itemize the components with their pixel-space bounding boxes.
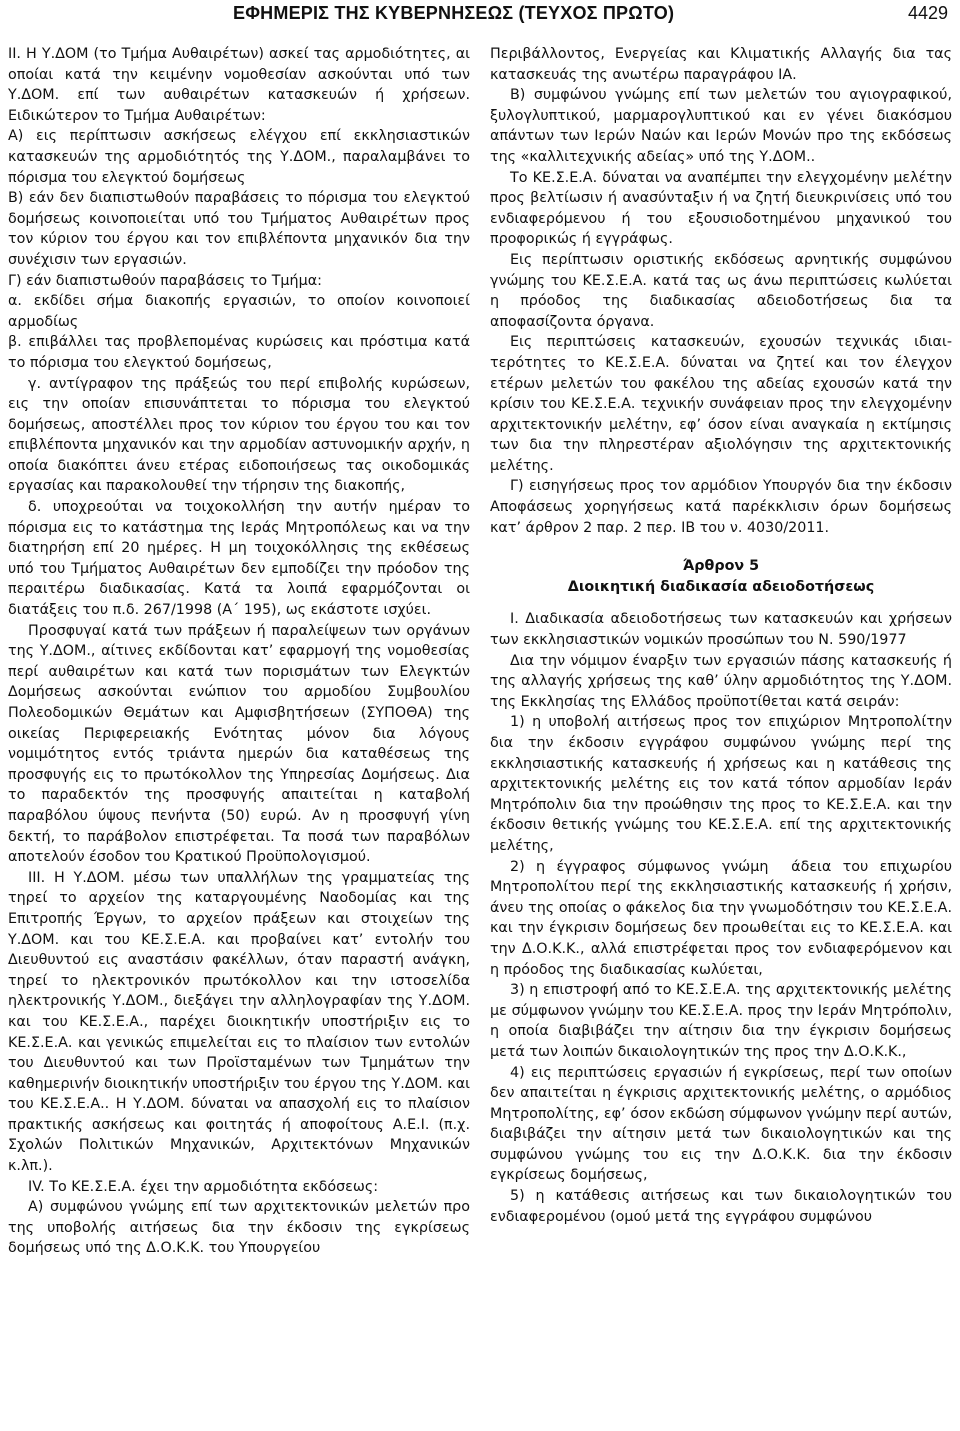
paragraph: 5) η κατάθεσις αιτήσεως και των δικαιολογητικών του ενδιαφερομένου (ομού μετά της εγγράφου συμφώνου [490,1188,952,1225]
paragraph: 1) η υποβολή αιτήσεως προς τον επιχώριον Μητροπολίτην δια την έκδοσιν εγγράφου συμφώνου γνώμης περί της εκκλησιαστικής κατασκευής ή χρήσεως και η κατάθεσις της αρχιτεκτονικής μελέτης εις τον κατά τόπον αρμοδίαν Ιεράν Μητρόπολιν δια την προώθησιν της προς το ΚΕ.Σ.Ε.Α. και την έκδοσιν θετικής γνώμης του ΚΕ.Σ.Ε.Α. επί της αρχιτεκτονικής μελέτης, [490,714,952,854]
gazette-title: ΕΦΗΜΕΡΙΣ ΤΗΣ ΚΥΒΕΡΝΗΣΕΩΣ (ΤΕΥΧΟΣ ΠΡΩΤΟ) [233,3,675,23]
paragraph: Εις περιπτώσεις κατασκευών, εχουσών τεχνικάς ιδιαιτερότητες το ΚΕ.Σ.Ε.Α. δύναται να ζητεί και τον έλεγχον ετέρων μελετών του φακέλου της αδείας εχουσών κατά την κρίσιν του ΚΕ.Σ.Ε.Α. τεχνικήν συνάφειαν προς την ελεγχομένην αρχιτεκτονικήν μελέτην, εφ’ όσον είναι αναγκαία η εκτίμησις των δια την πληρεστέραν αξιολόγησιν της αρχιτεκτονικής μελέτης. [490,334,952,474]
paragraph: Α) εις περίπτωσιν ασκήσεως ελέγχου επί εκκλησιαστικών κατασκευών της αρμοδιότητός της Υ.ΔΟΜ., παραλαμβάνει το πόρισμα του ελεγκτού δομήσεως [8,128,470,186]
paragraph: Γ) εάν διαπιστωθούν παραβάσεις το Τμήμα: [8,272,322,289]
page-header [0,0,960,34]
paragraph: Γ) εισηγήσεως προς τον αρμόδιον Υπουργόν δια την έκδοσιν Αποφάσεως χορηγήσεως κατά παρέκκλισιν όρων δομήσεως κατ’ άρθρον 2 παρ. 2 περ. ΙΒ του ν. 4030/2011. [490,478,952,536]
paragraph: δ. υποχρεούται να τοιχοκολλήση την αυτήν ημέραν το πόρισμα εις το κατάστημα της Ιεράς Μητροπόλεως και να την διατηρήση επί 20 ημέρες. Η μη τοιχοκόλλησις της εκθέσεως υπό του Τμήματος Αυθαιρέτων δεν εμποδίζει την πρόοδον της περαιτέρω διαδικασίας. Κατά τα λοιπά εφαρμόζονται οι διατάξεις του π.δ. 267/1998 (Α΄ 195), ως εκάστοτε ισχύει. [8,499,470,619]
page-number: 4429 [908,3,949,23]
paragraph: Ι. Διαδικασία αδειοδοτήσεως των κατασκευών και χρήσεων των εκκλησιαστικών νομικών προσώπων του Ν. 590/1977 [490,611,952,649]
paragraph: ΙΙΙ. Η Υ.ΔΟΜ. μέσω των υπαλλήλων της γραμματείας της τηρεί το αρχείον της καταργουμένης Ναοδομίας και της Επιτροπής Έργων, το αρχείον πράξεων και στοιχείων της Υ.ΔΟΜ. και του ΚΕ.Σ.Ε.Α. και προβαίνει κατ’ εντολήν του Διευθυντού εις αναστάσιν φακέλλων, όταν παραστή ανάγκη, τηρεί το ηλεκτρονικόν πρωτόκολλον και την ιστοσελίδα ηλεκτρονικής Υ.ΔΟΜ., διεξάγει την αλληλογραφίαν της Υ.ΔΟΜ. και του ΚΕ.Σ.Ε.Α., παρέχει διοικητικήν υποστήριξιν εις το ΚΕ.Σ.Ε.Α. και γενικώς επιμελείται εις το πλαίσιον των εντολών του Διευθυντού και των Προϊσταμένων των Τμημάτων την καθημερινήν διοικητικήν υποστήριξιν του έργου της Υ.ΔΟΜ. και του ΚΕ.Σ.Ε.Α.. Η Υ.ΔΟΜ. δύναται να απασχολή εις το πλαίσιον πρακτικής ασκήσεως και φοιτητάς ή αποφοίτους Α.Ε.Ι. (π.χ. Σχολών Πολιτικών Μηχανικών, Αρχιτεκτόνων Μηχανικών κ.λπ.). [8,869,470,1175]
article-title: Διοικητική διαδικασία αδειοδοτήσεως [567,578,875,595]
paragraph: γ. αντίγραφον της πράξεώς του περί επιβολής κυρώσεων, εις την οποίαν επισυνάπτεται το πόρισμα του ελεγκτού δομήσεως, αποστέλλει προς τον κύριον του έργου του και τον επιβλέποντα μηχανικόν και την αρμοδίαν αστυνομικήν αρχήν, η οποία διακόπτει άνευ ετέρας ειδοποιήσεως τας οικοδομικάς εργασίας και παρακολουθεί την τήρησιν της διακοπής, [8,375,470,495]
paragraph: Α) συμφώνου γνώμης επί των αρχιτεκτονικών μελετών προ της υποβολής αιτήσεως δια την έκδοσιν της εγκρίσεως δομήσεως υπό της Δ.Ο.Κ.Κ. του Υπουργείου [8,1199,470,1257]
paragraph: 3) η επιστροφή από το ΚΕ.Σ.Ε.Α. της αρχιτεκτονικής μελέτης με σύμφωνον γνώμην του ΚΕ.Σ.Ε.Α. προς την Ιεράν Μητρόπολιν, η οποία διαβιβάζει την αίτησιν δια την έγκρισιν δομήσεως μετά των λοιπών δικαιολογητικών της προς την Δ.Ο.Κ.Κ., [490,982,952,1060]
paragraph: 2) η έγγραφος σύμφωνος γνώμη άδεια του επιχωρίου Μητροπολίτου περί της εκκλησιαστικής κατασκευής ή χρήσιν, άνευ της οποίας ο φάκελος δια την γνωμοδότησιν του ΚΕ.Σ.Ε.Α. και την έγκρισιν δομήσεως δεν προωθείται εις το ΚΕ.Σ.Ε.Α. και την Δ.Ο.Κ.Κ., αλλά επιστρέφεται προς τον ενδιαφερόμενον και η πρόοδος της διαδικασίας κωλύεται, [490,858,952,978]
right-column [490,44,952,1227]
paragraph: Το ΚΕ.Σ.Ε.Α. δύναται να αναπέμπει την ελεγχομένην μελέτην προς βελτίωσιν ή ανασύνταξιν ή να ζητή διευκρινίσεις υπό του ενδιαφερόμενου ή του εξουσιοδοτημένου μηχανικού του προφορικώς ή εγγράφως. [490,169,952,248]
paragraph: α. εκδίδει σήμα διακοπής εργασιών, το οποίον κοινοποιεί αρμοδίως [8,293,470,330]
paragraph: IV. Το ΚΕ.Σ.Ε.Α. έχει την αρμοδιότητα εκδόσεως: [28,1178,379,1195]
paragraph: Προσφυγαί κατά των πράξεων ή παραλείψεων των οργάνων της Υ.ΔΟΜ., αίτινες εκδίδονται κατ’ εφαρμογή της νομοθεσίας περί αυθαιρέτων και κατά των πορισμάτων των Ελεγκτών Δομήσεως ασκούνται ενώπιον του αρμοδίου Συμβουλίου Πολεοδομικών Θεμάτων και Αμφισβητήσεων (ΣΥΠΟΘΑ) της οικείας Περιφερειακής Ενότητας μόνον δια λόγους νομιμότητος εντός τριάντα ημερών δια καταθέσεως της προσφυγής εις το πρωτόκολλον της Υπηρεσίας Δομήσεως. Δια το παραδεκτόν της προσφυγής απαιτείται η καταβολή παραβόλου ύψους πενήντα (50) ευρώ. Αν η προσφυγή γίνη δεκτή, το παράβολον επιστρέφεται. Τα ποσά των παραβόλων αποτελούν έσοδον του Κρατικού Προϋπολογισμού. [8,622,470,866]
article-number: Άρθρον 5 [682,558,760,575]
paragraph: Β) εάν δεν διαπιστωθούν παραβάσεις το πόρισμα του ελεγκτού δομήσεως κοινοποιείται υπό του Τμήματος Αυθαιρέτων προς τον κύριον του έργου και τον επιβλέποντα μηχανικόν δια την συνέχισιν των εργασιών. [8,190,470,268]
paragraph: Εις περίπτωσιν οριστικής εκδόσεως αρνητικής συμφώνου γνώμης του ΚΕ.Σ.Ε.Α. κατά τας ως άνω περιπτώσεις κωλύεται η πρόοδος της διαδικασίας αδειοδοτήσεως δια τα αποφασίζοντα όργανα. [490,251,952,330]
paragraph: Δια την νόμιμον έναρξιν των εργασιών πάσης κατασκευής ή της αλλαγής χρήσεως της καθ’ ύλην αρμοδιότητος της Υ.ΔΟΜ. της Εκκλησίας της Ελλάδος προϋποτίθεται κατά σειράν: [490,652,952,710]
paragraph: Β) συμφώνου γνώμης επί των μελετών του αγιογραφικού, ξυλογλυπτικού, μαρμαρογλυπτικού και εν γένει διακόσμου απάντων των Ιερών Ναών και Ιερών Μονών προ της εκδόσεως της «καλλιτεχνικής αδείας» υπό της Υ.ΔΟΜ.. [490,87,952,165]
paragraph: 4) εις περιπτώσεις εργασιών ή εγκρίσεως, περί των οποίων δεν απαιτείται η έγκρισις αρχιτεκτονικής μελέτης, ο αρμόδιος Μητροπολίτης, εφ’ όσον εκδώση σύμφωνον γνώμην περί αυτών, διαβιβάζει την αίτησιν μετά των δικαιολογητικών και της συμφώνου γνώμης του εις την Δ.Ο.Κ.Κ. δια την έκδοσιν εγκρίσεως δομήσεως, [490,1064,952,1184]
paragraph: ΙΙ. Η Υ.ΔΟΜ (το Τμήμα Αυθαιρέτων) ασκεί τας αρμοδιότητες, αι οποίαι κατά την κειμένην νομοθεσίαν ασκούνται υπό των Υ.ΔΟΜ. επί των αυθαιρέτων κατασκευών ή χρήσεων. Ειδικώτερον το Τμήμα Αυθαιρέτων: [8,46,470,124]
paragraph: Περιβάλλοντος, Ενεργείας και Κλιματικής Αλλαγής δια τας κατασκευάς της ανωτέρω παραγράφου ΙΑ. [490,46,952,83]
left-column [8,44,470,1259]
paragraph: β. επιβάλλει τας προβλεπομένας κυρώσεις και πρόστιμα κατά το πόρισμα του ελεγκτού δομήσεως, [8,334,470,371]
